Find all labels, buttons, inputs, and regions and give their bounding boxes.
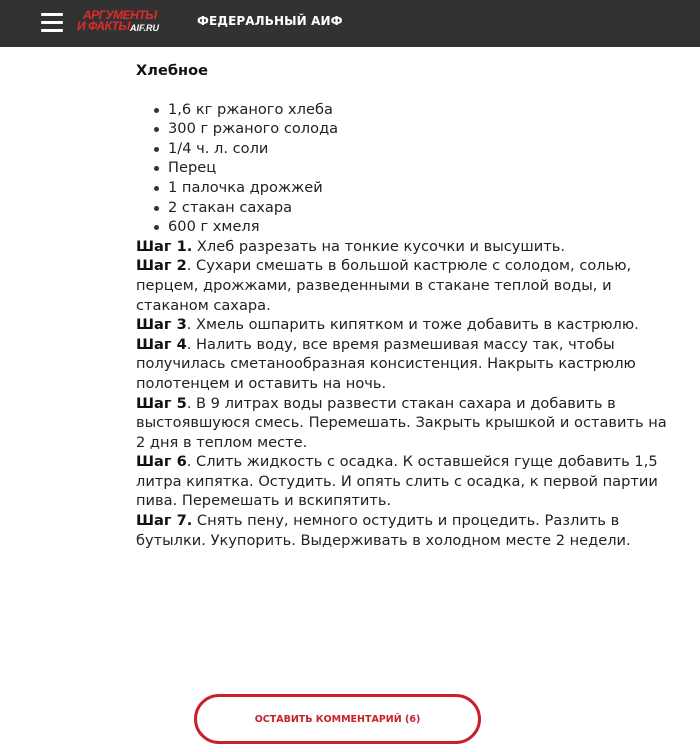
step-text: . В 9 литрах воды развести стакан сахара и добавить в выстоявшуюся смесь. Перемешать. Закрыть крышкой и оставить на 2 дня в теплом месте. — [136, 394, 667, 451]
logo-line-2: И ФАКТЫ — [77, 19, 130, 33]
top-header — [0, 0, 700, 47]
step-paragraph — [136, 511, 676, 550]
logo-line-1: АРГУМЕНТЫ — [83, 8, 157, 22]
article-content — [136, 61, 676, 550]
step-text: Снять пену, немного остудить и процедить. Разлить в бутылки. Укупорить. Выдерживать в холодном месте 2 недели. — [136, 512, 631, 549]
ingredients-list — [136, 100, 676, 237]
step-label: Шаг 1. — [136, 237, 193, 255]
hamburger-menu-icon[interactable] — [41, 13, 63, 32]
step-paragraph — [136, 315, 676, 335]
step-text: Хлеб разрезать на тонкие кусочки и высушить. — [192, 237, 565, 255]
step-paragraph — [136, 256, 676, 315]
step-label: Шаг 7. — [136, 512, 193, 530]
step-paragraph — [136, 394, 676, 453]
hamburger-bar — [41, 21, 63, 24]
section-link-federal[interactable]: ФЕДЕРАЛЬНЫЙ АИФ — [197, 14, 343, 28]
ingredient-item: 1 палочка дрожжей — [168, 178, 676, 198]
step-label: Шаг 6 — [136, 453, 187, 471]
ingredient-item: 1/4 ч. л. соли — [168, 139, 676, 159]
leave-comment-button[interactable]: ОСТАВИТЬ КОММЕНТАРИЙ (6) — [194, 694, 481, 744]
recipe-title: Хлебное — [136, 62, 209, 79]
ingredient-item: 2 стакан сахара — [168, 198, 676, 218]
step-label: Шаг 4 — [136, 335, 187, 353]
step-text: . Сухари смешать в большой кастрюле с солодом, солью, перцем, дрожжами, разведенными в стакане теплой воды, и стаканом сахара. — [136, 257, 632, 314]
hamburger-bar — [41, 13, 63, 16]
step-text: . Хмель ошпарить кипятком и тоже добавить в кастрюлю. — [186, 316, 639, 334]
ingredient-item: 300 г ржаного солода — [168, 119, 676, 139]
step-label: Шаг 3 — [136, 316, 187, 334]
aif-logo[interactable] — [77, 8, 172, 36]
step-text: . Налить воду, все время размешивая массу так, чтобы получилась сметанообразная консистенция. Накрыть кастрюлю полотенцем и оставить на ночь. — [136, 335, 636, 392]
step-paragraph — [136, 237, 676, 257]
step-paragraph — [136, 452, 676, 511]
step-paragraph — [136, 335, 676, 394]
logo-domain: AIF.RU — [130, 23, 159, 33]
ingredient-item: 600 г хмеля — [168, 217, 676, 237]
ingredient-item: 1,6 кг ржаного хлеба — [168, 100, 676, 120]
step-label: Шаг 5 — [136, 394, 187, 412]
step-label: Шаг 2 — [136, 257, 187, 275]
ingredient-item: Перец — [168, 158, 676, 178]
step-text: . Слить жидкость с осадка. К оставшейся гуще добавить 1,5 литра кипятка. Остудить. И опять слить с осадка, к первой партии пива. Перемешать и вскипятить. — [136, 453, 658, 510]
hamburger-bar — [41, 29, 63, 32]
